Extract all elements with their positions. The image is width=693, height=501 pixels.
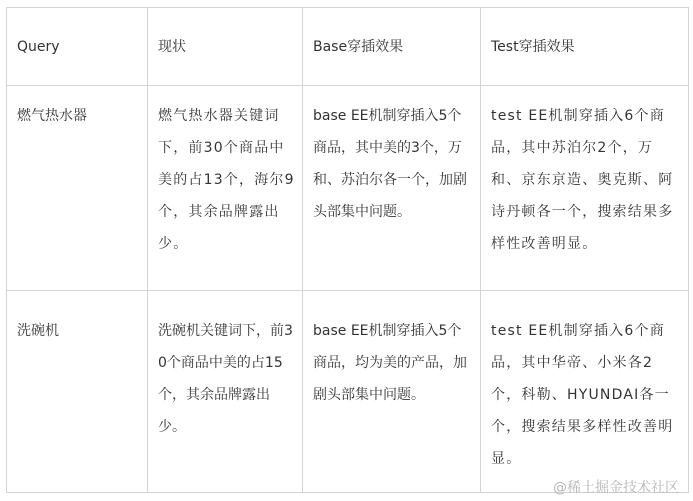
comparison-table bbox=[6, 7, 689, 493]
watermark: @稀土掘金技术社区 bbox=[553, 480, 679, 496]
header-test: Test穿插效果 bbox=[481, 8, 689, 86]
cell-query: 洗碗机 bbox=[7, 291, 148, 493]
cell-test: test EE机制穿插入6个商品，其中苏泊尔2个，万和、京东京造、奥克斯、阿诗丹顿各一个，搜索结果多样性改善明显。 bbox=[481, 86, 689, 291]
cell-base: base EE机制穿插入5个商品，均为美的产品，加剧头部集中问题。 bbox=[303, 291, 481, 493]
header-status: 现状 bbox=[148, 8, 303, 86]
table-row bbox=[7, 291, 689, 493]
table-header-row bbox=[7, 8, 689, 86]
cell-query: 燃气热水器 bbox=[7, 86, 148, 291]
cell-test: test EE机制穿插入6个商品，其中华帝、小米各2个，科勒、HYUNDAI各一个，搜索结果多样性改善明显。 bbox=[481, 291, 689, 493]
header-base: Base穿插效果 bbox=[303, 8, 481, 86]
cell-status: 燃气热水器关键词下，前30个商品中美的占13个，海尔9个，其余品牌露出少。 bbox=[148, 86, 303, 291]
table-row bbox=[7, 86, 689, 291]
cell-status: 洗碗机关键词下，前30个商品中美的占15个，其余品牌露出少。 bbox=[148, 291, 303, 493]
header-query: Query bbox=[7, 8, 148, 86]
cell-base: base EE机制穿插入5个商品，其中美的3个，万和、苏泊尔各一个，加剧头部集中问题。 bbox=[303, 86, 481, 291]
